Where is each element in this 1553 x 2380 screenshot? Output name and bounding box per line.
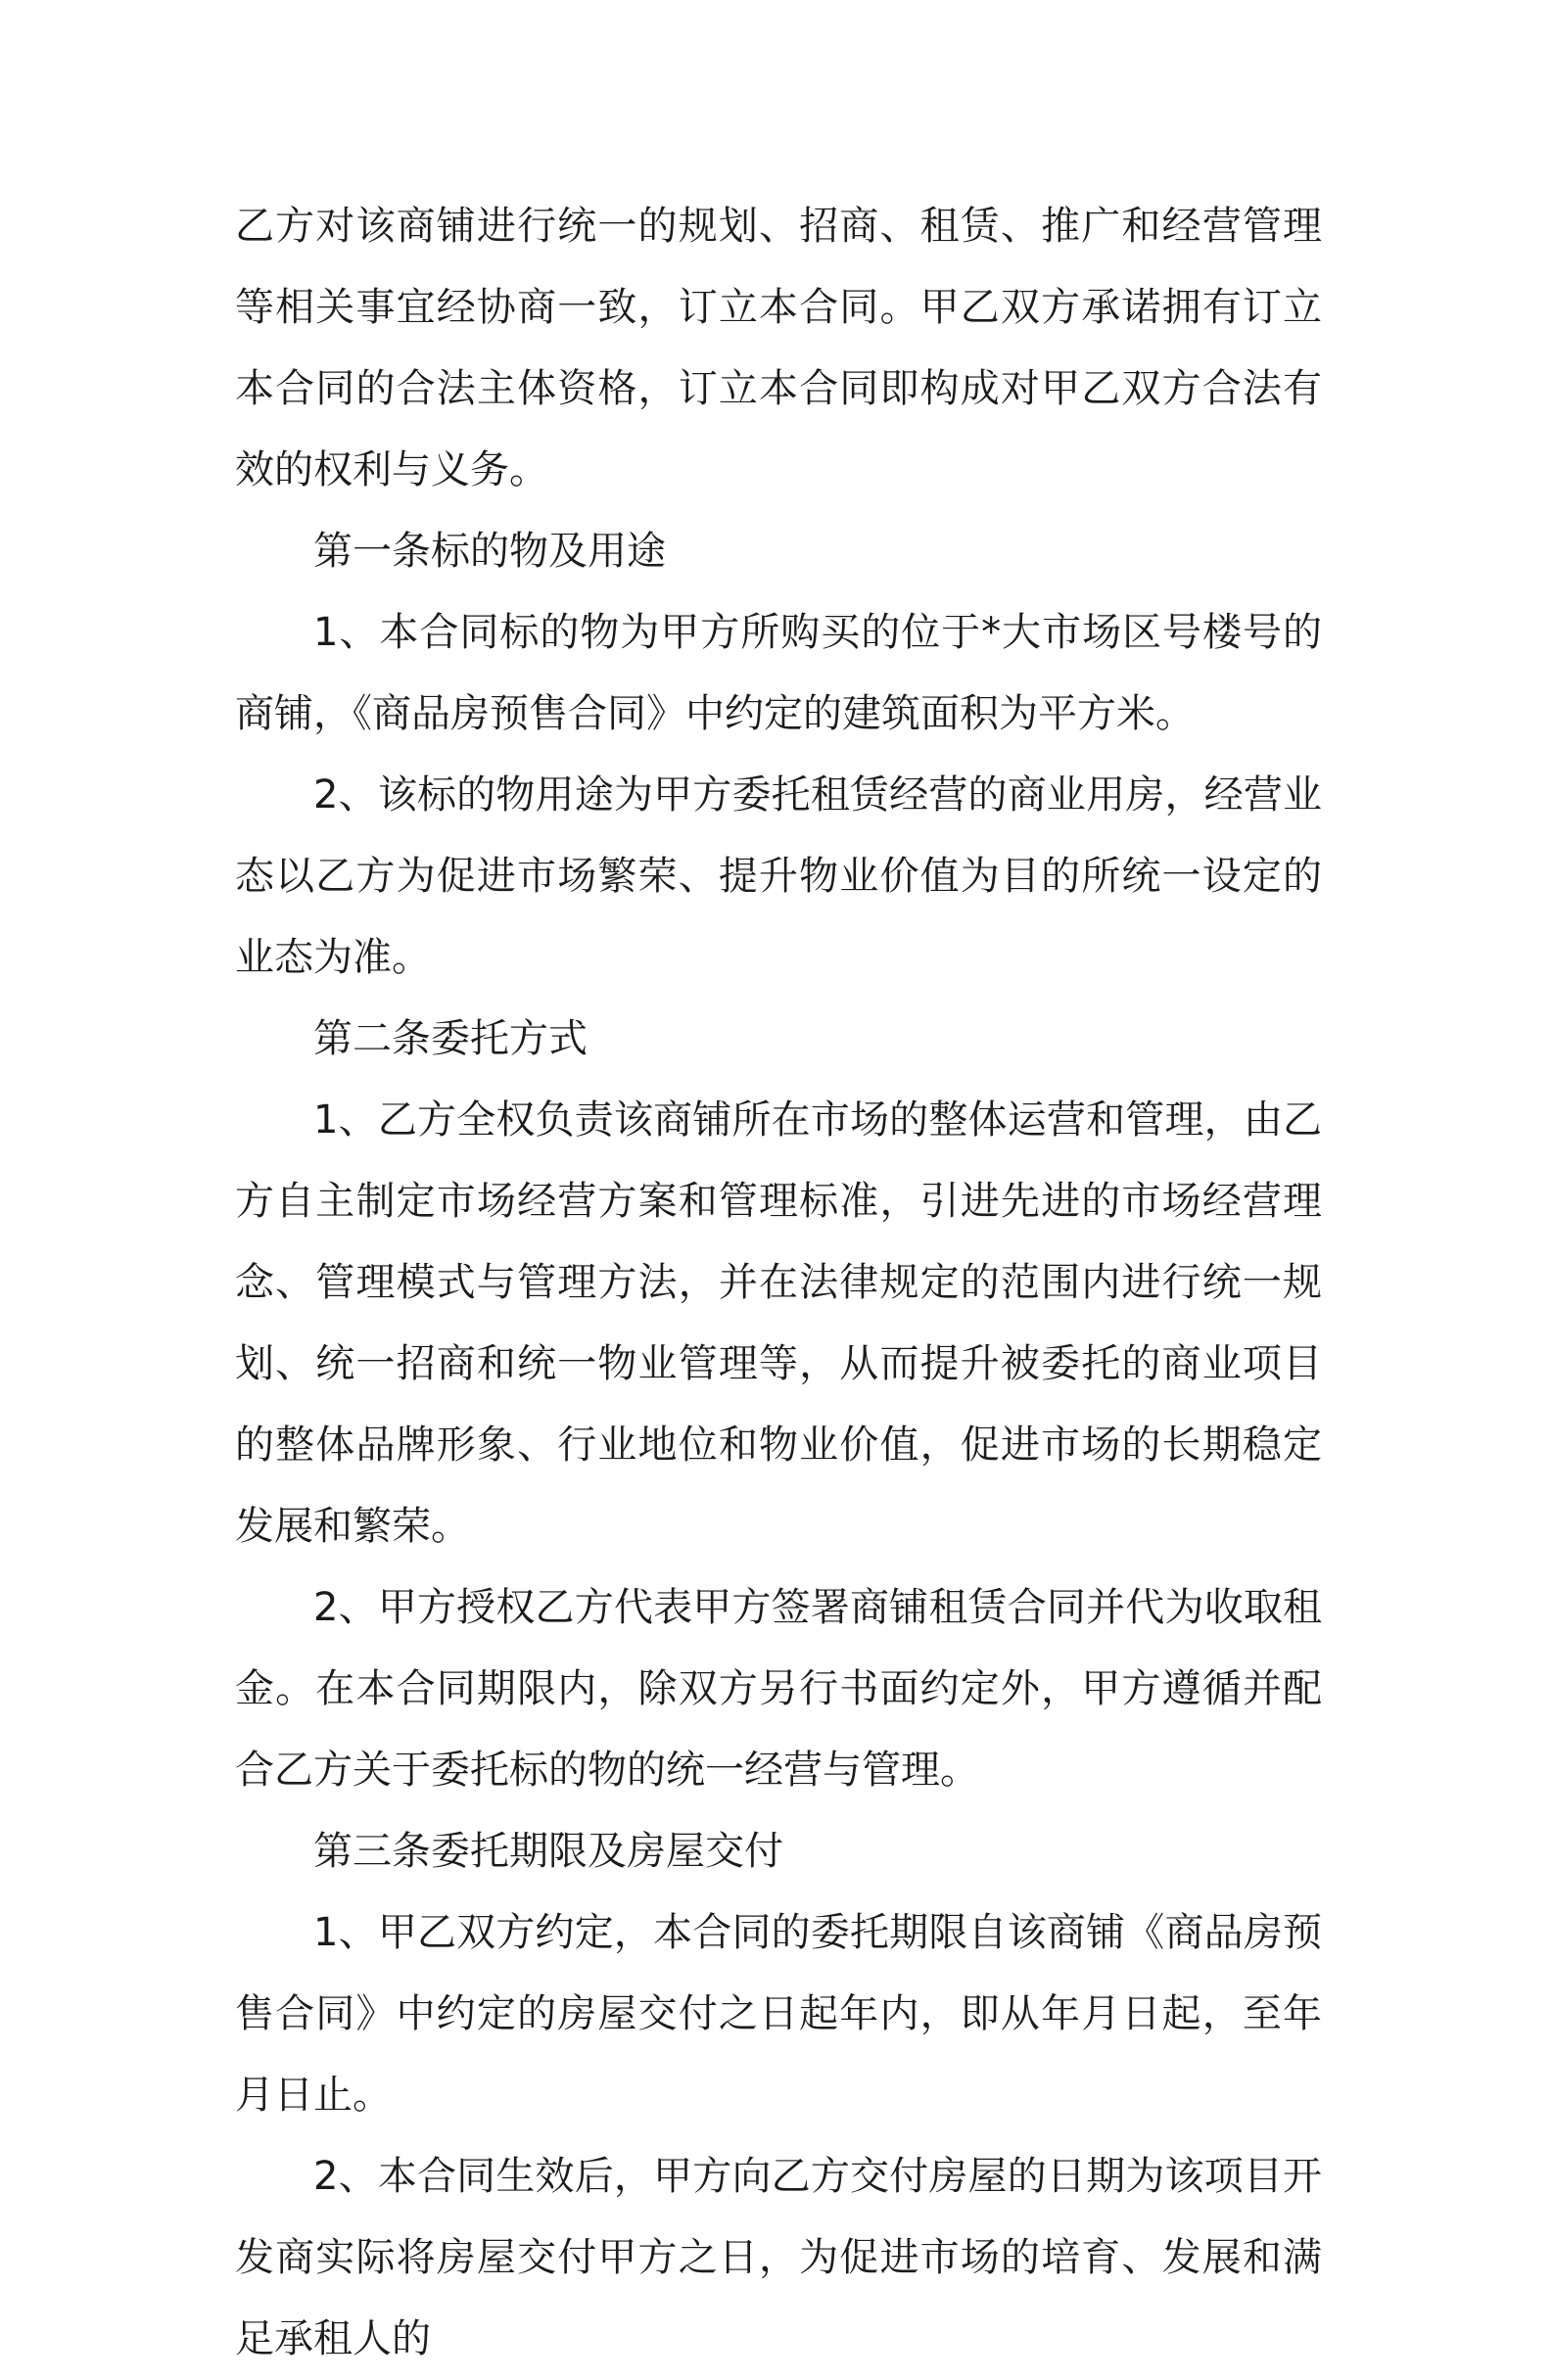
clause-1-2: 2、该标的物用途为甲方委托租赁经营的商业用房，经营业态以乙方为促进市场繁荣、提升物业价值为目的所统一设定的业态为准。 xyxy=(235,772,1322,980)
clause-3-2: 2、本合同生效后，甲方向乙方交付房屋的日期为该项目开发商实际将房屋交付甲方之日，为促进市场的培育、发展和满足承租人的 xyxy=(235,2154,1322,2361)
clause-3-1: 1、甲乙双方约定，本合同的委托期限自该商铺《商品房预售合同》中约定的房屋交付之日起年内，即从年月日起，至年月日止。 xyxy=(235,1910,1322,2118)
document-body xyxy=(235,186,1322,2380)
section-heading-2: 第二条委托方式 xyxy=(313,1016,588,1061)
clause-1-1: 1、本合同标的物为甲方所购买的位于*大市场区号楼号的商铺，《商品房预售合同》中约定的建筑面积为平方米。 xyxy=(235,610,1322,736)
clause-2-2: 2、甲方授权乙方代表甲方签署商铺租赁合同并代为收取租金。在本合同期限内，除双方另行书面约定外，甲方遵循并配合乙方关于委托标的物的统一经营与管理。 xyxy=(235,1585,1322,1793)
clause-2-1: 1、乙方全权负责该商铺所在市场的整体运营和管理，由乙方自主制定市场经营方案和管理标准，引进先进的市场经营理念、管理模式与管理方法，并在法律规定的范围内进行统一规划、统一招商和统一物业管理等，从而提升被委托的商业项目的整体品牌形象、行业地位和物业价值，促进市场的长期稳定发展和繁荣。 xyxy=(235,1097,1322,1549)
section-heading-1: 第一条标的物及用途 xyxy=(313,529,666,574)
section-heading-3: 第三条委托期限及房屋交付 xyxy=(313,1829,783,1874)
paragraph-intro: 乙方对该商铺进行统一的规划、招商、租赁、推广和经营管理等相关事宜经协商一致，订立本合同。甲乙双方承诺拥有订立本合同的合法主体资格，订立本合同即构成对甲乙双方合法有效的权利与义务。 xyxy=(235,204,1322,492)
